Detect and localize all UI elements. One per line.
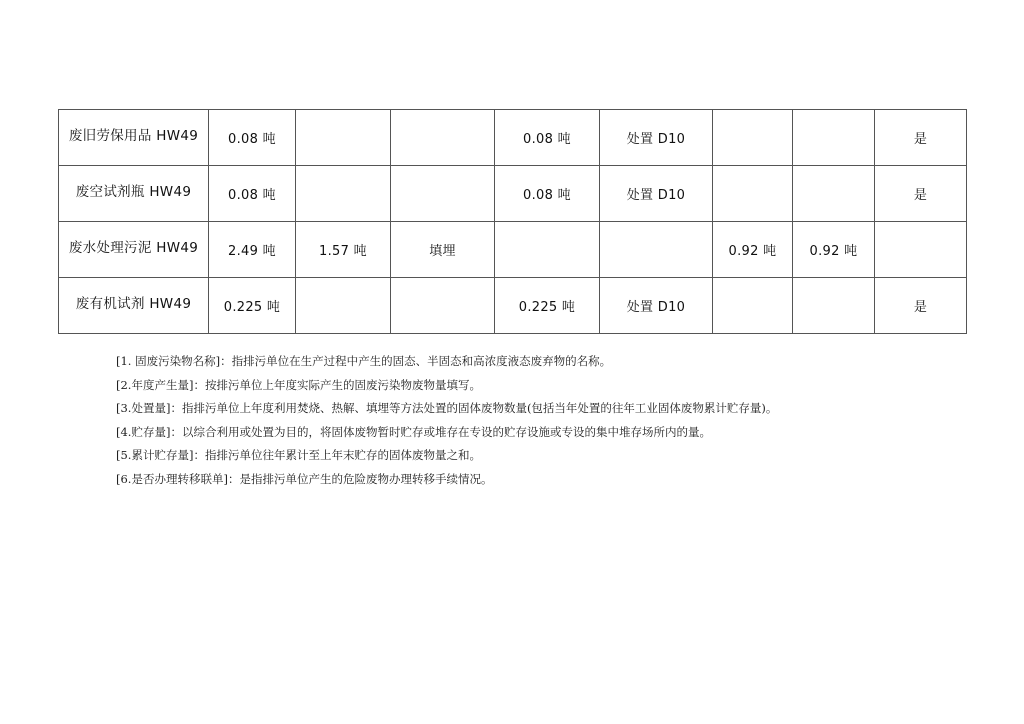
table-cell [391,166,495,222]
table-cell [296,110,391,166]
annual-generation-cell: 2.49 吨 [209,222,296,278]
disposal-method-cell: 处置 D10 [600,110,713,166]
annual-generation-cell: 0.225 吨 [209,278,296,334]
annual-generation-cell: 0.08 吨 [209,166,296,222]
table-cell [296,166,391,222]
disposal-method-cell [600,222,713,278]
table-row [59,166,967,222]
table-cell: 0.225 吨 [495,278,600,334]
disposal-method-cell: 处置 D10 [600,166,713,222]
footnote-cumulative-storage: [5.累计贮存量]：指排污单位往年累计至上年末贮存的固体废物量之和。 [116,448,481,463]
table-cell [713,166,793,222]
table-cell [391,110,495,166]
transfer-manifest-cell: 是 [875,166,967,222]
table-cell [793,166,875,222]
table-cell: 0.08 吨 [495,110,600,166]
table-cell [793,278,875,334]
waste-name-cell: 废旧劳保用品 HW49 [59,110,209,166]
annual-generation-cell: 0.08 吨 [209,110,296,166]
table-cell: 1.57 吨 [296,222,391,278]
table-cell [391,278,495,334]
disposal-method-cell: 处置 D10 [600,278,713,334]
footnote-transfer-manifest: [6.是否办理转移联单]：是指排污单位产生的危险废物办理转移手续情况。 [116,471,493,486]
table-cell: 0.08 吨 [495,166,600,222]
transfer-manifest-cell [875,222,967,278]
transfer-manifest-cell: 是 [875,278,967,334]
table-row [59,110,967,166]
table-cell: 填埋 [391,222,495,278]
waste-name-cell: 废有机试剂 HW49 [59,278,209,334]
table-row [59,222,967,278]
footnote-waste-name: [1. 固废污染物名称]：指排污单位在生产过程中产生的固态、半固态和高浓度液态废弃物的名称。 [116,354,612,368]
table-cell [296,278,391,334]
solid-waste-table [58,109,967,334]
footnote-disposal-amount: [3.处置量]：指排污单位上年度利用焚烧、热解、填埋等方法处置的固体废物数量(包括当年处置的往年工业固体废物累计贮存量)。 [116,401,778,416]
table-cell: 0.92 吨 [713,222,793,278]
table-cell [713,278,793,334]
table-cell [793,110,875,166]
footnotes [116,350,777,492]
waste-name-cell: 废空试剂瓶 HW49 [59,166,209,222]
table-cell [713,110,793,166]
table-row [59,278,967,334]
footnote-storage-amount: [4.贮存量]：以综合利用或处置为目的，将固体废物暂时贮存或堆存在专设的贮存设施或专设的集中堆存场所内的量。 [116,424,711,439]
footnote-annual-generation: [2.年度产生量]：按排污单位上年度实际产生的固废污染物废物量填写。 [116,377,481,392]
waste-name-cell: 废水处理污泥 HW49 [59,222,209,278]
table-cell [495,222,600,278]
table-cell: 0.92 吨 [793,222,875,278]
transfer-manifest-cell: 是 [875,110,967,166]
